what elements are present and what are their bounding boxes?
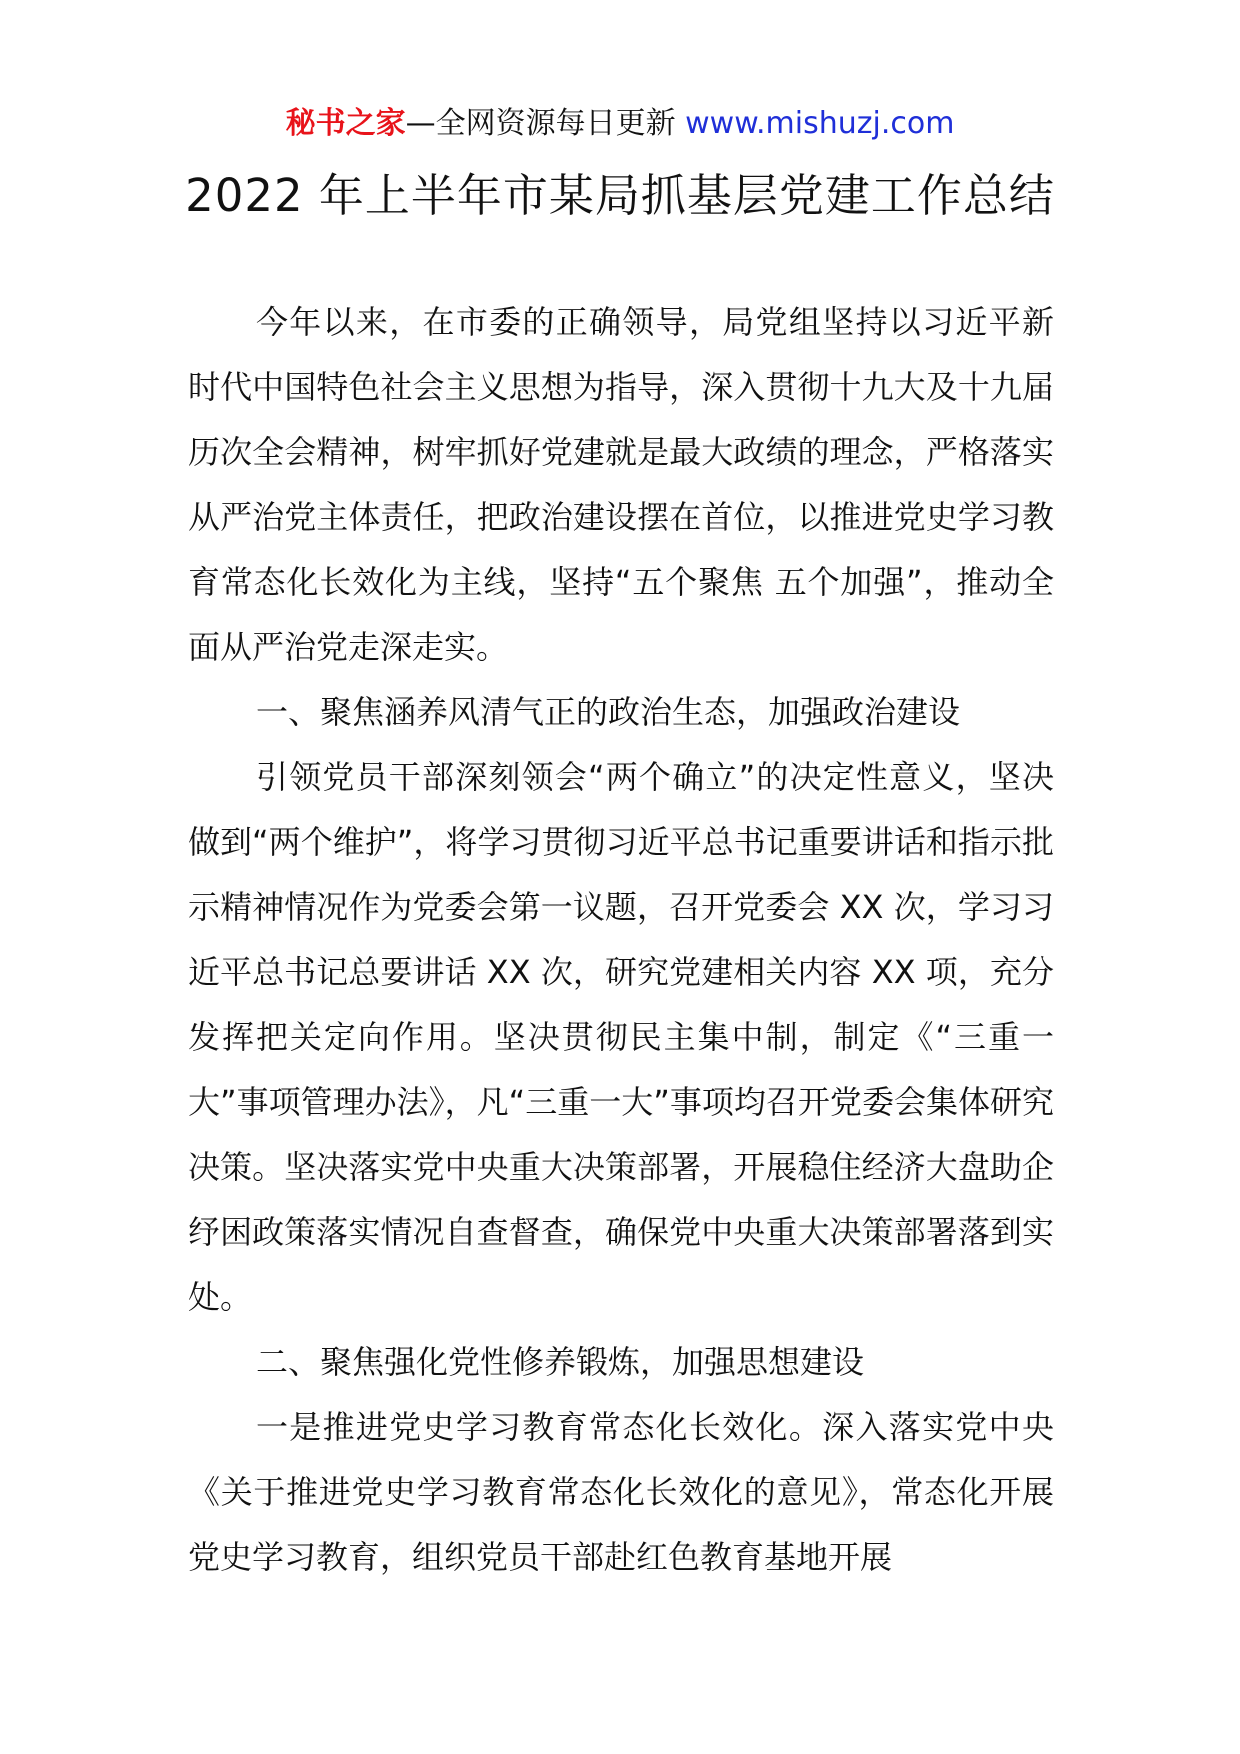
site-watermark-banner [0,100,1240,148]
section-1-paragraph: 引领党员干部深刻领会“两个确立”的决定性意义，坚决做到“两个维护”，将学习贯彻习近平总书记重要讲话和指示批示精神情况作为党委会第一议题，召开党委会 XX 次，学习习近平总书记总要讲话 XX 次，研究党建相关内容 XX 项，充分发挥把关定向作用。坚决贯彻民主集中制，制定《“三重一大”事项管理办法》，凡“三重一大”事项均召开党委会集体研究决策。坚决落实党中央重大决策部署，开展稳住经济大盘助企纾困政策落实情况自查督查，确保党中央重大决策部署落到实处。 [188,758,1054,1316]
brand-tagline: —全网资源每日更新 [405,106,676,141]
document-body [188,290,1054,1590]
intro-paragraph: 今年以来，在市委的正确领导，局党组坚持以习近平新时代中国特色社会主义思想为指导，深入贯彻十九大及十九届历次全会精神，树牢抓好党建就是最大政绩的理念，严格落实从严治党主体责任，把政治建设摆在首位，以推进党史学习教育常态化长效化为主线，坚持“五个聚焦 五个加强”，推动全面从严治党走深走实。 [188,303,1054,666]
section-2-paragraph: 一是推进党史学习教育常态化长效化。深入落实党中央《关于推进党史学习教育常态化长效化的意见》，常态化开展党史学习教育，组织党员干部赴红色教育基地开展 [188,1408,1054,1576]
section-heading-2: 二、聚焦强化党性修养锻炼，加强思想建设 [256,1343,865,1381]
brand-name: 秘书之家 [285,106,406,141]
section-heading-1: 一、聚焦涵养风清气正的政治生态，加强政治建设 [256,693,961,731]
site-url: www.mishuzj.com [685,106,955,141]
document-title: 2022 年上半年市某局抓基层党建工作总结 [185,169,1055,222]
